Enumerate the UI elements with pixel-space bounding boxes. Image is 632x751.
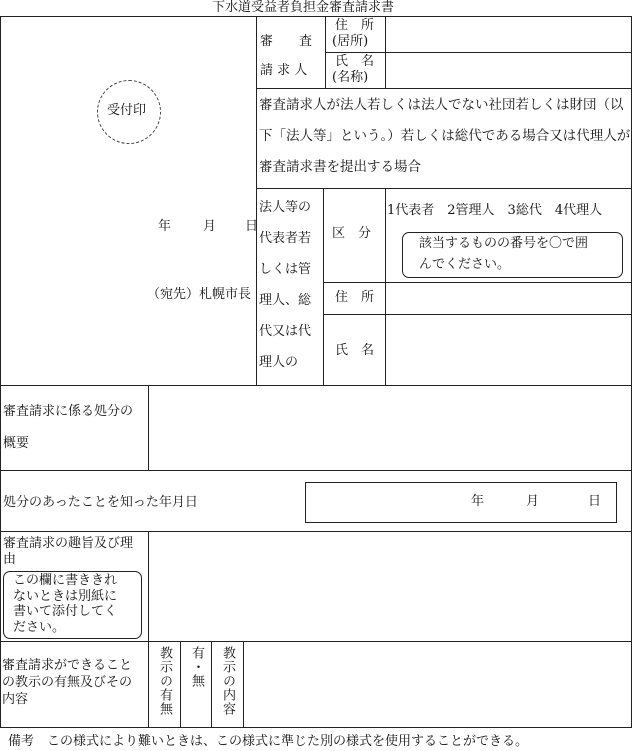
purpose-note: この欄に書ききれ ないときは別紙に 書いて添付してく ださい。	[13, 573, 118, 635]
instruction-label: 審査請求ができること の教示の有無及びその 内容	[2, 658, 133, 707]
known-date-label: 処分のあったことを知った年月日	[3, 495, 198, 510]
known-date-month: 月	[526, 494, 540, 509]
addressee: （宛先）札幌市長	[147, 287, 252, 302]
date-day-label: 日	[245, 219, 259, 234]
requester-name-label: (名称)	[332, 70, 369, 85]
grid-line	[323, 314, 632, 315]
representative-notice: 審査請求人が法人若しくは法人でない社団若しくは財団（以下「法人等」という。）若しくは総代である場合又は代理人が審査請求書を提出する場合	[259, 97, 631, 175]
instruction-presence-header: 教示の有無	[157, 646, 172, 716]
grid-line	[0, 727, 632, 728]
representative-address-label: 住 所	[335, 290, 375, 305]
date-month-label: 月	[203, 219, 217, 234]
grid-line	[385, 188, 386, 385]
grid-line	[211, 641, 212, 727]
grid-line	[180, 641, 181, 727]
grid-line	[148, 385, 149, 470]
category-note: 該当するものの番号を〇で囲	[419, 236, 589, 251]
requester-name-label: 氏 名	[335, 54, 375, 69]
grid-line	[256, 16, 257, 385]
requester-name-field[interactable]	[387, 54, 630, 87]
date-year-label: 年	[158, 219, 172, 234]
grid-line	[0, 16, 1, 727]
purpose-label: 由	[3, 552, 17, 567]
grid-line	[256, 88, 632, 89]
category-label: 区 分	[332, 226, 372, 241]
grid-line	[325, 52, 632, 53]
grid-line	[243, 641, 244, 727]
purpose-field[interactable]	[151, 534, 629, 639]
known-date-day: 日	[588, 494, 602, 509]
requester-address-label: 住 所	[335, 18, 375, 33]
disposition-label: 審査請求に係る処分の	[3, 404, 134, 419]
requester-address-field[interactable]	[387, 18, 630, 51]
grid-line	[323, 188, 324, 385]
instruction-yes-no[interactable]: 有・無	[189, 646, 204, 688]
requester-heading: 請 求 人	[260, 63, 308, 78]
known-date-field[interactable]	[305, 482, 617, 523]
reception-stamp-label: 受付印	[107, 103, 147, 118]
instruction-content-header: 教示の内容	[220, 646, 235, 716]
grid-line	[256, 188, 632, 189]
grid-line	[0, 531, 632, 532]
disposition-label: 概要	[3, 436, 30, 451]
representative-address-field[interactable]	[387, 284, 630, 313]
grid-line	[148, 531, 149, 641]
category-note: んでください。	[419, 257, 511, 272]
requester-heading: 審 査	[260, 34, 313, 49]
footer-note: 備考 この様式により難いときは、この様式に準じた別の様式を使用することができる。	[8, 734, 529, 749]
grid-line	[148, 641, 149, 727]
grid-line	[0, 641, 632, 642]
disposition-field[interactable]	[151, 388, 629, 468]
form-title: 下水道受益者負担金審査請求書	[212, 0, 395, 15]
grid-line	[323, 282, 632, 283]
representative-label: 法人等の 代表者若 しくは管 理人、総 代又は代 理人の	[259, 200, 312, 370]
requester-address-label: (居所)	[332, 34, 369, 49]
instruction-content-field[interactable]	[246, 644, 629, 724]
category-options[interactable]: 1代表者 2管理人 3総代 4代理人	[387, 203, 603, 218]
grid-line	[0, 470, 632, 471]
representative-name-label: 氏 名	[335, 343, 375, 358]
known-date-year: 年	[471, 494, 485, 509]
grid-line	[0, 385, 632, 386]
grid-line	[0, 16, 632, 17]
representative-name-field[interactable]	[387, 316, 630, 384]
purpose-label: 審査請求の趣旨及び理	[3, 536, 134, 551]
